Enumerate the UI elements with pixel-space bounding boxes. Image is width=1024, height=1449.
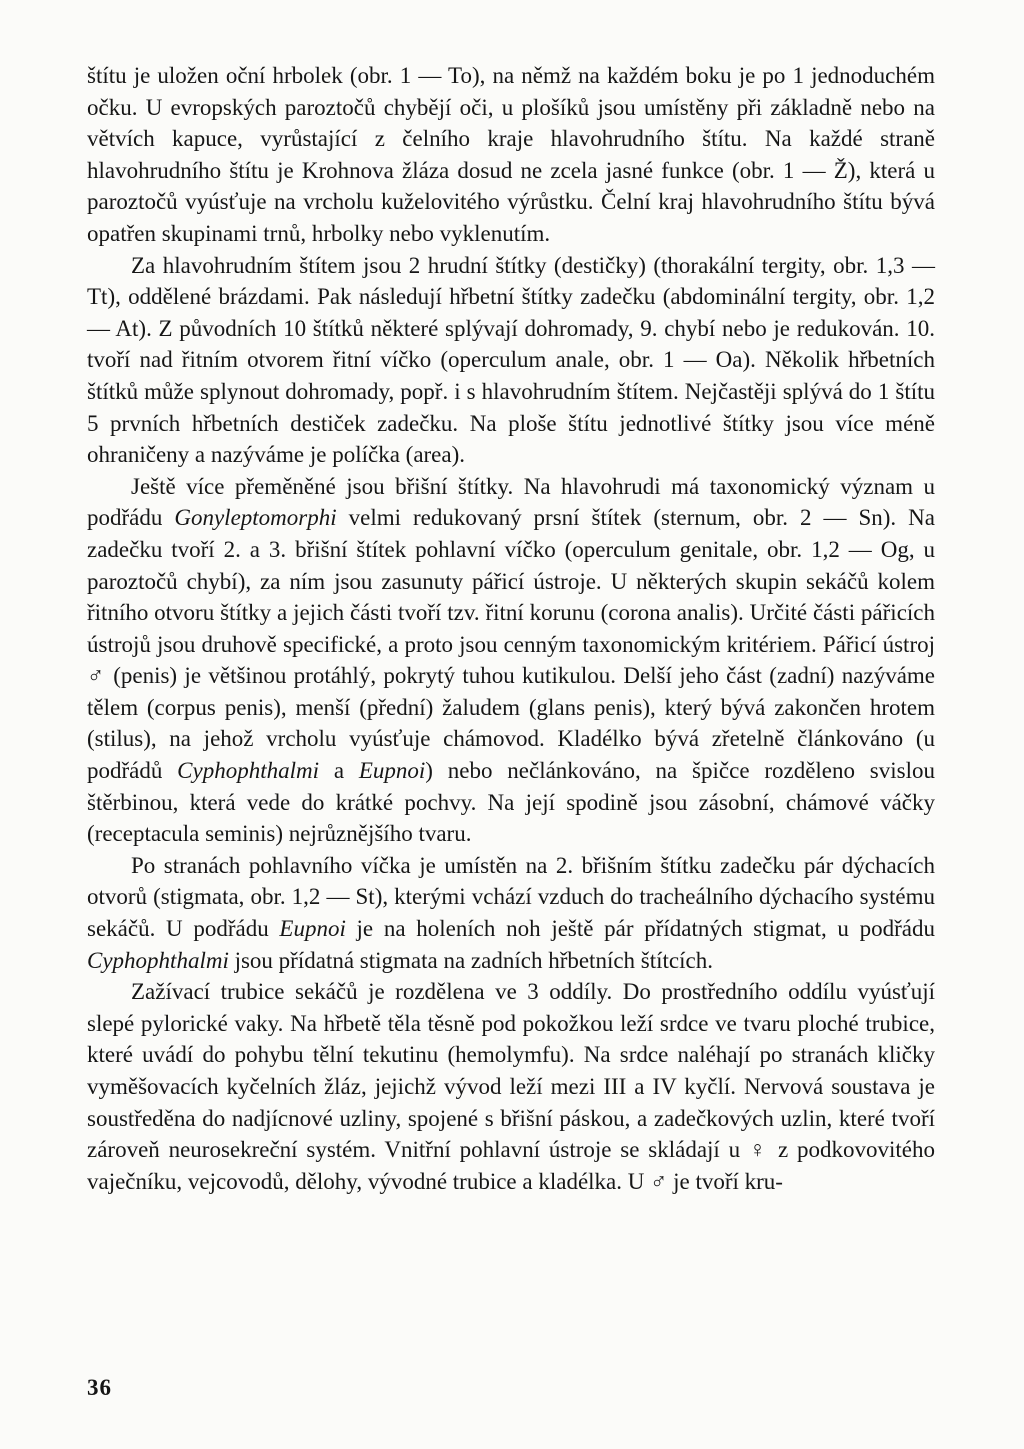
page-number: 36: [87, 1375, 112, 1400]
text-run: je na holeních noh ještě pár přídatných stigmat, u podřádu: [345, 916, 935, 942]
text-run: velmi redukovaný prsní štítek (sternum, obr. 2 — Sn). Na zadečku tvoří 2. a 3. břišní štítek pohlavní víčko (operculum genitale, obr. 1,2 — Og, u paroztočů chybí), za ním jsou zasunuty pářicí ústroje. U některých skupin sekáčů kolem řitního otvoru štítky a jejich části tvoří tzv. řitní korunu (corona analis). Určité části pářicích ústrojů jsou druhově specifické, a proto jsou cenným taxonomickým kritériem. Pářicí ústroj ♂ (penis) je většinou protáhlý, pokrytý tuhou kutikulou. Delší jeho část (zadní) nazýváme tělem (corpus penis), menší (přední) žaludem (glans penis), který bývá zakončen hrotem (stilus), na jehož vrcholu vyúsťuje chámovod. Kladélko bývá zřetelně článkováno (u podřádů: [87, 505, 935, 784]
italic-taxon: Eupnoi: [358, 758, 426, 784]
text-run: ) nebo nečlánkováno, na špičce rozděleno svislou štěrbinou, která vede do krátké pochvy. Na její spodině jsou zásobní, chámové váčky (receptacula seminis) nejrůznějšího tvaru.: [87, 758, 935, 847]
italic-taxon: Eupnoi: [279, 916, 346, 942]
text-run: Po stranách pohlavního víčka je umístěn na 2. břišním štítku zadečku pár dýchacích otvorů (stigmata, obr. 1,2 — St), kterými vchází vzduch do tracheálního dýchacího systému sekáčů. U podřádu: [87, 852, 935, 942]
italic-taxon: Cyphophthalmi: [87, 947, 229, 973]
text-run: Zažívací trubice sekáčů je rozdělena ve 3 oddíly. Do prostředního oddílu vyúsťují slepé pylorické vaky. Na hřbetě těla těsně pod pokožkou leží srdce ve tvaru ploché trubice, které uvádí do pohybu tělní tekutinu (hemolymfu). Na srdce naléhají po stranách kličky vyměšovacích kyčelních žláz, jejichž vývod leží mezi III a IV kyčlí. Nervová soustava je soustředěna do nadjícnové uzliny, spojené s břišní páskou, a zadečkových uzlin, které tvoří zároveň neurosekreční systém. Vnitřní pohlavní ústroje se skládají u ♀ z podkovovitého vaječníku, vejcovodů, dělohy, vývodné trubice a kladélka. U ♂ je tvoří kru-: [87, 979, 935, 1194]
text-run: štítu je uložen oční hrbolek (obr. 1 — To), na němž na každém boku je po 1 jednoduchém očku. U evropských paroztočů chybějí oči, u plošíků jsou umístěny při základně nebo na větvích kapuce, vyrůstající z čelního kraje hlavohrudního štítu. Na každé straně hlavohrudního štítu je Krohnova žláza dosud ne zcela jasné funkce (obr. 1 — Ž), která u paroztočů vyúsťuje na vrcholu kuželovitého výrůstku. Čelní kraj hlavohrudního štítu bývá opatřen skupinami trnů, hrbolky nebo vyklenutím.: [87, 63, 935, 246]
text-run: Ještě více přeměněné jsou břišní štítky. Na hlavohrudi má taxonomický význam u podřádu: [87, 473, 935, 531]
paragraph-4: [87, 850, 935, 976]
text-run: jsou přídatná stigmata na zadních hřbetních štítcích.: [228, 947, 713, 973]
paragraph-1: [87, 60, 935, 250]
text-run: Za hlavohrudním štítem jsou 2 hrudní štítky (destičky) (thorakální tergity, obr. 1,3 — Tt), oddělené brázdami. Pak následují hřbetní štítky zadečku (abdominální tergity, obr. 1,2 — At). Z původních 10 štítků některé splývají dohromady, 9. chybí nebo je redukován. 10. tvoří nad řitním otvorem řitní víčko (operculum anale, obr. 1 — Oa). Několik hřbetních štítků může splynout dohromady, popř. i s hlavohrudním štítem. Nejčastěji splývá do 1 štítu 5 prvních hřbetních destiček zadečku. Na ploše štítu jednotlivé štítky jsou více méně ohraničeny a nazýváme je políčka (area).: [87, 252, 935, 468]
paragraph-3: [87, 471, 935, 850]
text-run: a: [319, 758, 359, 784]
paragraph-2: [87, 250, 935, 471]
italic-taxon: Gonyleptomorphi: [174, 505, 337, 531]
italic-taxon: Cyphophthalmi: [177, 758, 320, 784]
paragraph-5: [87, 976, 935, 1197]
page-body: [87, 60, 935, 1197]
